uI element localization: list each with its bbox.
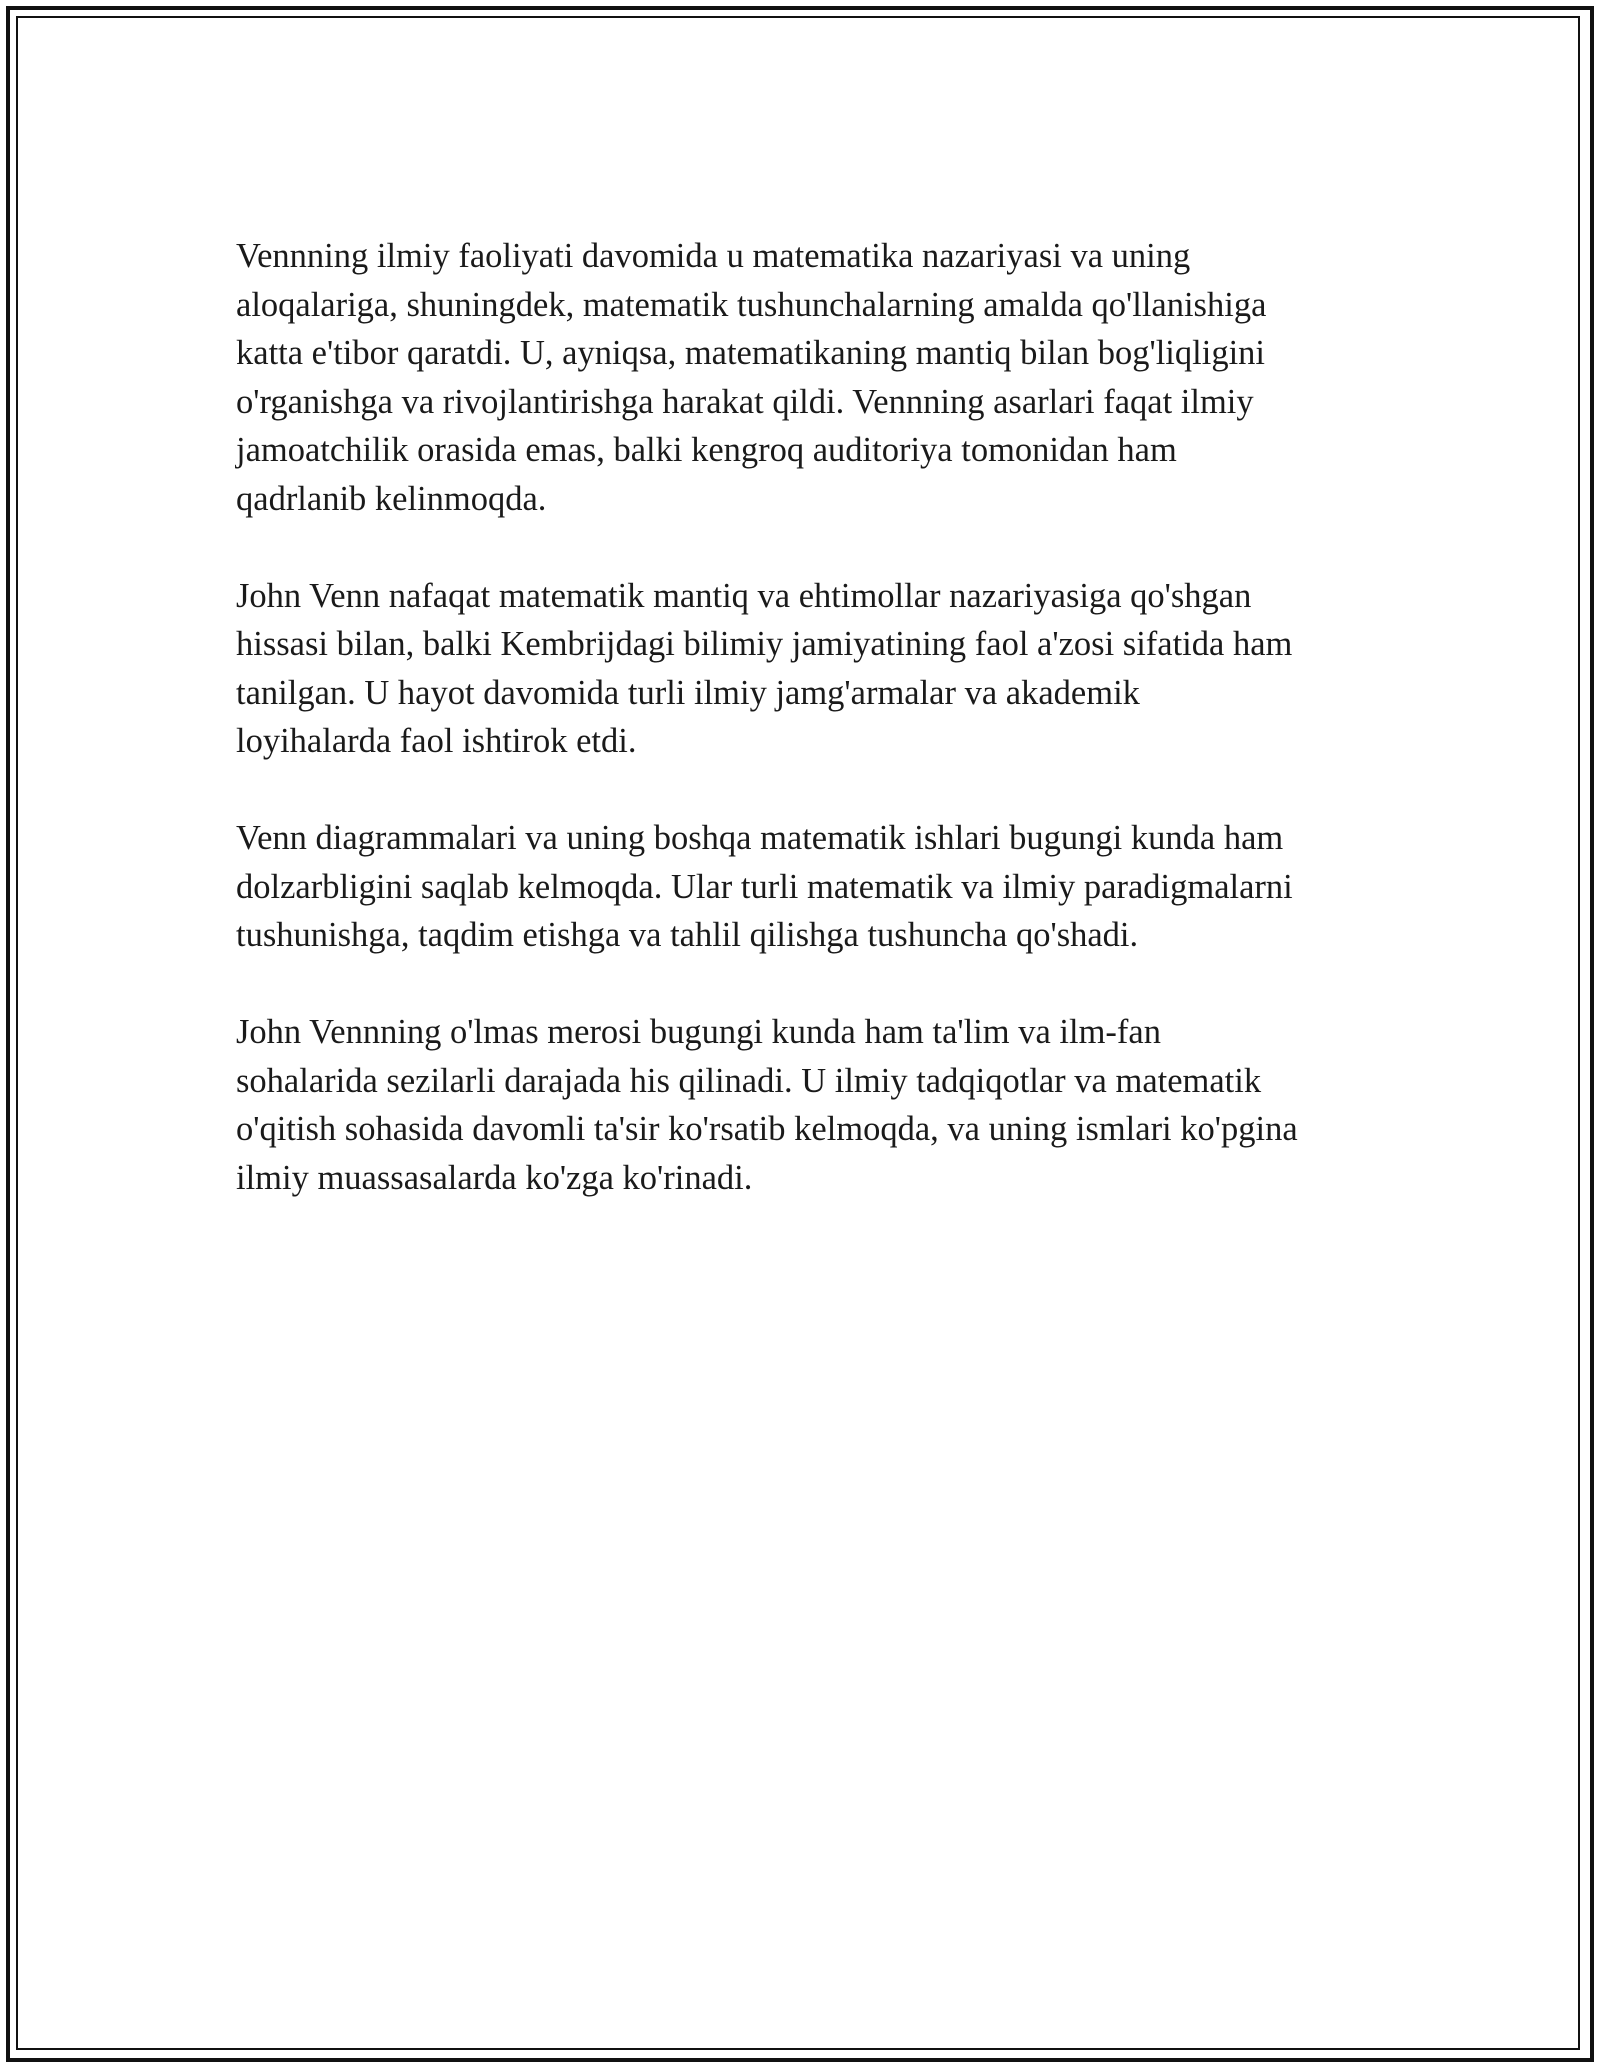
document-body (236, 232, 1386, 1202)
paragraph-line: Venn diagrammalari va uning boshqa matematik ishlari bugungi kunda ham (236, 819, 1284, 857)
paragraph-line: dolzarbligini saqlab kelmoqda. Ular turli matematik va ilmiy paradigmalarni (236, 867, 1293, 906)
paragraph-line: o'rganishga va rivojlantirishga harakat qildi. Vennning asarlari faqat ilmiy (236, 382, 1254, 421)
paragraph-1 (236, 232, 1386, 523)
paragraph-line: ilmiy muassasalarda ko'zga ko'rinadi. (236, 1158, 753, 1197)
paragraph-line: sohalarida sezilarli darajada his qilinadi. U ilmiy tadqiqotlar va matematik (236, 1061, 1262, 1100)
paragraph-line: hissasi bilan, balki Kembrijdagi bilimiy jamiyatining faol a'zosi sifatida ham (236, 625, 1293, 663)
paragraph-line: aloqalariga, shuningdek, matematik tushunchalarning amalda qo'llanishiga (236, 285, 1267, 324)
paragraph-3 (236, 814, 1386, 960)
paragraph-line: Vennning ilmiy faoliyati davomida u matematika nazariyasi va uning (236, 237, 1191, 275)
paragraph-2 (236, 572, 1386, 766)
paragraph-line: tanilgan. U hayot davomida turli ilmiy jamg'armalar va akademik (236, 673, 1140, 712)
paragraph-line: katta e'tibor qaratdi. U, ayniqsa, matematikaning mantiq bilan bog'liqligini (236, 334, 1265, 372)
paragraph-4 (236, 1008, 1386, 1202)
paragraph-line: jamoatchilik orasida emas, balki kengroq auditoriya tomonidan ham (236, 431, 1177, 469)
paragraph-line: John Vennning o'lmas merosi bugungi kunda ham ta'lim va ilm-fan (236, 1013, 1161, 1051)
paragraph-line: loyihalarda faol ishtirok etdi. (236, 722, 637, 760)
paragraph-line: John Venn nafaqat matematik mantiq va ehtimollar nazariyasiga qo'shgan (236, 576, 1252, 615)
paragraph-line: tushunishga, taqdim etishga va tahlil qilishga tushuncha qo'shadi. (236, 916, 1139, 954)
paragraph-line: o'qitish sohasida davomli ta'sir ko'rsatib kelmoqda, va uning ismlari ko'pgina (236, 1110, 1298, 1148)
paragraph-line: qadrlanib kelinmoqda. (236, 479, 547, 518)
